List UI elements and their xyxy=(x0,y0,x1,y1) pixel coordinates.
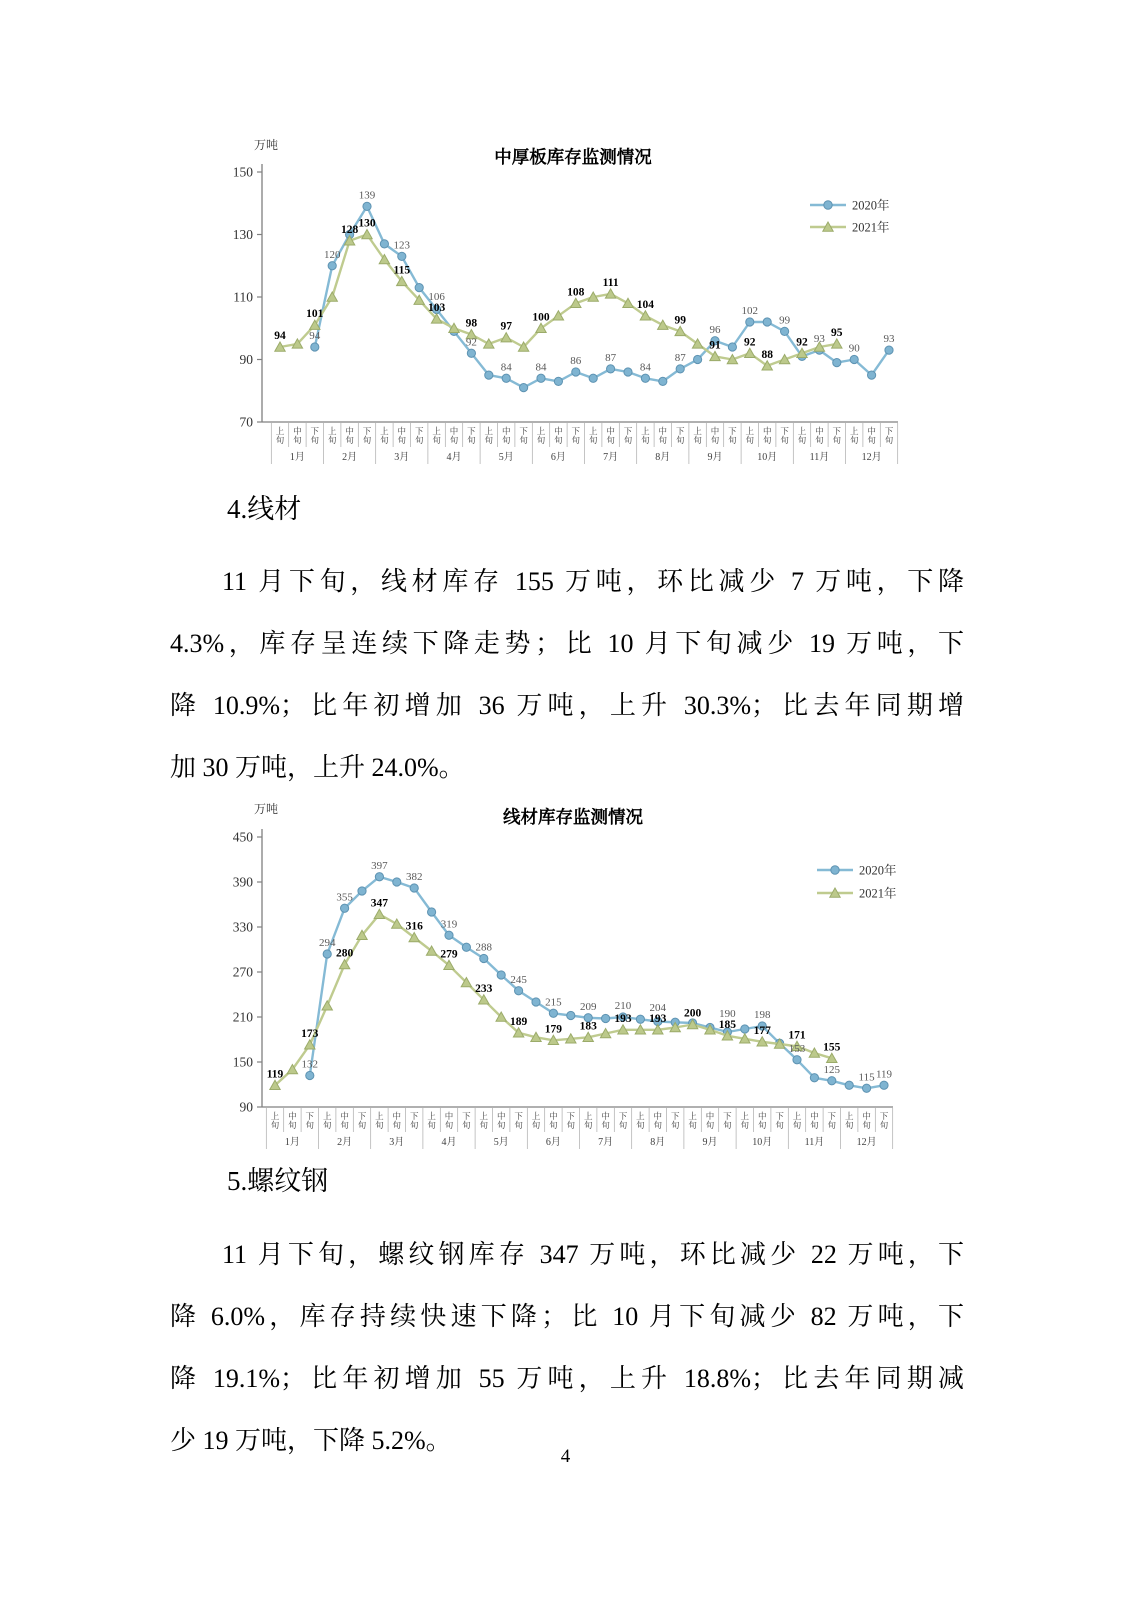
x-period-label: 中旬 xyxy=(444,1111,454,1130)
paragraph-line: 加 30 万吨，上升 24.0%。 xyxy=(170,753,465,782)
data-label: 92 xyxy=(796,336,808,349)
data-label: 101 xyxy=(306,308,324,321)
page-number: 4 xyxy=(560,1446,571,1467)
x-month-label: 1月 xyxy=(289,452,305,463)
x-period-label: 中旬 xyxy=(658,426,668,445)
paragraph-line: 少 19 万吨，下降 5.2%。 xyxy=(170,1426,452,1455)
y-tick-label: 70 xyxy=(239,414,253,430)
data-label: 106 xyxy=(428,290,445,303)
x-period-label: 下旬 xyxy=(310,426,320,445)
x-period-label: 中旬 xyxy=(810,1111,819,1130)
x-period-label: 上旬 xyxy=(745,426,755,445)
data-label: 84 xyxy=(639,361,651,374)
data-label: 153 xyxy=(788,1042,806,1055)
data-label: 355 xyxy=(336,891,353,904)
x-month-label: 9月 xyxy=(707,452,723,463)
data-label: 171 xyxy=(788,1029,806,1042)
data-label: 115 xyxy=(393,264,411,277)
data-label: 347 xyxy=(370,897,389,910)
data-label: 139 xyxy=(358,189,376,202)
x-month-label: 3月 xyxy=(389,1137,405,1148)
x-month-label: 6月 xyxy=(550,452,566,463)
x-month-label: 2月 xyxy=(337,1137,353,1148)
x-month-label: 1月 xyxy=(284,1137,300,1148)
data-label: 84 xyxy=(500,361,512,374)
x-period-label: 上旬 xyxy=(740,1111,750,1130)
x-month-label: 8月 xyxy=(655,452,671,463)
x-month-label: 7月 xyxy=(598,1137,614,1148)
data-label: 102 xyxy=(741,305,759,317)
data-label: 97 xyxy=(500,320,512,333)
data-label: 319 xyxy=(440,918,458,931)
y-tick-label: 90 xyxy=(239,1099,253,1115)
data-label: 87 xyxy=(605,351,617,364)
x-period-label: 中旬 xyxy=(757,1111,767,1130)
legend-label: 2021年 xyxy=(859,886,897,901)
data-label: 103 xyxy=(427,301,446,314)
x-period-label: 下旬 xyxy=(728,426,737,445)
data-label: 88 xyxy=(761,348,773,361)
data-label: 185 xyxy=(718,1018,737,1031)
data-label: 204 xyxy=(649,1001,667,1014)
x-period-label: 上旬 xyxy=(536,426,546,445)
y-tick-label: 390 xyxy=(232,874,253,890)
x-period-label: 下旬 xyxy=(357,1111,367,1130)
x-period-label: 下旬 xyxy=(362,426,372,445)
x-period-label: 中旬 xyxy=(397,426,407,445)
x-period-label: 中旬 xyxy=(710,426,720,445)
x-period-label: 上旬 xyxy=(849,426,859,445)
data-label: 128 xyxy=(340,223,359,236)
x-period-label: 中旬 xyxy=(606,426,615,445)
x-month-label: 6月 xyxy=(545,1137,561,1148)
x-period-label: 上旬 xyxy=(641,426,650,445)
x-period-label: 上旬 xyxy=(588,426,598,445)
y-tick-label: 150 xyxy=(232,1054,253,1070)
x-period-label: 上旬 xyxy=(432,426,441,445)
data-label: 94 xyxy=(309,330,321,342)
x-period-label: 上旬 xyxy=(797,426,807,445)
x-period-label: 下旬 xyxy=(618,1111,628,1130)
x-period-label: 下旬 xyxy=(462,1111,471,1130)
x-period-label: 下旬 xyxy=(519,426,528,445)
data-label: 209 xyxy=(579,1000,597,1013)
paragraph-line: 11 月下旬，螺纹钢库存 347 万吨，环比减少 22 万吨，下 xyxy=(222,1240,964,1269)
data-label: 108 xyxy=(567,286,585,299)
x-period-label: 中旬 xyxy=(496,1111,506,1130)
x-period-label: 中旬 xyxy=(288,1111,297,1130)
x-period-label: 下旬 xyxy=(879,1111,889,1130)
x-period-label: 中旬 xyxy=(501,426,511,445)
data-label: 123 xyxy=(393,239,411,252)
x-period-label: 下旬 xyxy=(571,426,581,445)
y-axis-unit: 万吨 xyxy=(254,802,279,816)
x-period-label: 下旬 xyxy=(623,426,633,445)
paragraph-line: 降 6.0%，库存持续快速下降；比 10 月下旬减少 82 万吨，下 xyxy=(170,1302,964,1331)
x-period-label: 中旬 xyxy=(345,426,354,445)
data-label: 96 xyxy=(709,323,721,336)
x-period-label: 中旬 xyxy=(392,1111,402,1130)
medium-plate-inventory-chart xyxy=(225,123,915,495)
x-period-label: 上旬 xyxy=(636,1111,645,1130)
section-heading-wire-rod: 4.线材 xyxy=(227,494,302,524)
x-period-label: 中旬 xyxy=(762,426,772,445)
data-label: 84 xyxy=(535,361,547,374)
x-period-label: 下旬 xyxy=(780,426,789,445)
rebar-paragraph xyxy=(170,1224,964,1472)
data-label: 198 xyxy=(753,1009,771,1021)
x-month-label: 4月 xyxy=(446,452,462,463)
data-label: 210 xyxy=(614,1000,632,1012)
data-label: 288 xyxy=(475,941,493,954)
x-month-label: 10月 xyxy=(752,1137,773,1148)
data-label: 119 xyxy=(875,1068,893,1081)
x-period-label: 下旬 xyxy=(884,426,894,445)
x-period-label: 上旬 xyxy=(375,1111,384,1130)
section-heading-rebar: 5.螺纹钢 xyxy=(227,1166,329,1196)
x-period-label: 下旬 xyxy=(827,1111,837,1130)
data-label: 98 xyxy=(465,317,478,330)
x-period-label: 上旬 xyxy=(844,1111,854,1130)
data-label: 93 xyxy=(883,333,895,346)
legend-label: 2020年 xyxy=(859,863,897,878)
x-month-label: 11月 xyxy=(809,452,830,463)
x-period-label: 上旬 xyxy=(693,426,702,445)
data-label: 125 xyxy=(823,1063,841,1076)
data-label: 233 xyxy=(475,982,493,995)
x-period-label: 中旬 xyxy=(705,1111,715,1130)
x-period-label: 上旬 xyxy=(380,426,389,445)
x-period-label: 上旬 xyxy=(322,1111,332,1130)
x-period-label: 中旬 xyxy=(340,1111,349,1130)
data-label: 179 xyxy=(544,1023,563,1036)
x-period-label: 下旬 xyxy=(675,426,685,445)
data-label: 280 xyxy=(335,947,354,960)
x-period-label: 中旬 xyxy=(653,1111,663,1130)
y-tick-label: 150 xyxy=(232,164,253,180)
x-period-label: 下旬 xyxy=(832,426,842,445)
x-period-label: 上旬 xyxy=(484,426,494,445)
x-period-label: 中旬 xyxy=(815,426,824,445)
chart-title: 中厚板库存监测情况 xyxy=(494,147,652,167)
data-label: 183 xyxy=(579,1020,597,1033)
chart-svg xyxy=(225,783,915,1155)
x-period-label: 中旬 xyxy=(862,1111,871,1130)
data-label: 193 xyxy=(649,1012,667,1025)
x-period-label: 中旬 xyxy=(449,426,459,445)
x-period-label: 中旬 xyxy=(601,1111,610,1130)
data-label: 130 xyxy=(358,217,376,230)
x-month-label: 4月 xyxy=(441,1137,457,1148)
x-period-label: 下旬 xyxy=(775,1111,784,1130)
data-label: 90 xyxy=(848,342,860,355)
data-label: 193 xyxy=(614,1012,632,1025)
chart-svg xyxy=(225,123,915,471)
data-label: 120 xyxy=(323,248,341,261)
x-period-label: 下旬 xyxy=(514,1111,523,1130)
x-month-label: 11月 xyxy=(804,1137,825,1148)
x-month-label: 9月 xyxy=(702,1137,718,1148)
x-period-label: 上旬 xyxy=(792,1111,802,1130)
data-label: 190 xyxy=(719,1007,736,1020)
data-label: 91 xyxy=(709,339,721,352)
x-period-label: 中旬 xyxy=(554,426,563,445)
x-period-label: 中旬 xyxy=(549,1111,558,1130)
data-label: 99 xyxy=(674,314,686,327)
x-period-label: 上旬 xyxy=(688,1111,697,1130)
x-month-label: 7月 xyxy=(603,452,619,463)
data-label: 111 xyxy=(602,276,619,289)
chart-title: 线材库存监测情况 xyxy=(503,807,643,827)
data-label: 294 xyxy=(318,937,336,949)
y-tick-label: 130 xyxy=(232,227,253,242)
data-label: 177 xyxy=(753,1024,771,1037)
x-month-label: 12月 xyxy=(856,1137,877,1148)
paragraph-line: 降 10.9%；比年初增加 36 万吨，上升 30.3%；比去年同期增 xyxy=(170,691,964,720)
legend-label: 2021年 xyxy=(852,220,890,235)
y-tick-label: 210 xyxy=(232,1009,253,1025)
wire-rod-paragraph xyxy=(170,551,964,799)
x-period-label: 下旬 xyxy=(467,426,476,445)
paragraph-line: 4.3%，库存呈连续下降走势；比 10 月下旬减少 19 万吨，下 xyxy=(170,629,964,658)
y-tick-label: 330 xyxy=(232,919,253,935)
x-period-label: 下旬 xyxy=(723,1111,732,1130)
data-label: 155 xyxy=(823,1041,841,1054)
data-label: 86 xyxy=(570,355,582,367)
x-period-label: 下旬 xyxy=(305,1111,315,1130)
data-label: 245 xyxy=(510,973,527,986)
data-label: 215 xyxy=(545,996,562,1009)
data-label: 279 xyxy=(440,948,458,961)
wire-rod-inventory-chart xyxy=(225,783,915,1155)
x-month-label: 3月 xyxy=(394,452,410,463)
data-label: 94 xyxy=(274,330,286,342)
x-period-label: 下旬 xyxy=(414,426,424,445)
paragraph-line: 降 19.1%；比年初增加 55 万吨，上升 18.8%；比去年同期减 xyxy=(170,1364,964,1393)
data-label: 93 xyxy=(813,333,825,346)
data-label: 397 xyxy=(371,859,388,872)
y-tick-label: 110 xyxy=(233,289,253,305)
data-label: 100 xyxy=(532,311,550,324)
data-label: 316 xyxy=(405,920,423,933)
x-period-label: 上旬 xyxy=(275,426,285,445)
data-label: 92 xyxy=(744,336,756,349)
data-label: 104 xyxy=(636,298,655,311)
data-label: 95 xyxy=(831,326,843,339)
x-period-label: 上旬 xyxy=(479,1111,489,1130)
y-axis-unit: 万吨 xyxy=(254,138,279,152)
data-label: 92 xyxy=(465,336,477,349)
x-period-label: 中旬 xyxy=(867,426,876,445)
x-period-label: 上旬 xyxy=(327,426,337,445)
x-period-label: 下旬 xyxy=(670,1111,680,1130)
legend-label: 2020年 xyxy=(852,198,890,213)
x-period-label: 中旬 xyxy=(293,426,302,445)
x-month-label: 2月 xyxy=(342,452,358,463)
x-period-label: 上旬 xyxy=(427,1111,436,1130)
x-month-label: 8月 xyxy=(650,1137,666,1148)
y-tick-label: 90 xyxy=(239,352,253,367)
x-period-label: 上旬 xyxy=(583,1111,593,1130)
y-tick-label: 270 xyxy=(232,964,253,980)
data-label: 200 xyxy=(683,1007,702,1020)
data-label: 173 xyxy=(301,1027,319,1040)
x-period-label: 下旬 xyxy=(566,1111,576,1130)
data-label: 115 xyxy=(858,1071,875,1084)
data-label: 132 xyxy=(301,1058,319,1071)
y-tick-label: 450 xyxy=(232,829,253,845)
data-label: 119 xyxy=(266,1068,284,1081)
data-label: 87 xyxy=(674,351,686,364)
x-month-label: 10月 xyxy=(757,452,778,463)
x-period-label: 上旬 xyxy=(270,1111,280,1130)
x-period-label: 上旬 xyxy=(531,1111,541,1130)
data-label: 189 xyxy=(509,1015,528,1028)
data-label: 99 xyxy=(779,314,791,327)
data-label: 382 xyxy=(405,871,423,883)
x-month-label: 12月 xyxy=(861,452,882,463)
x-month-label: 5月 xyxy=(498,452,514,463)
x-month-label: 5月 xyxy=(493,1137,509,1148)
x-period-label: 下旬 xyxy=(409,1111,419,1130)
paragraph-line: 11 月下旬，线材库存 155 万吨，环比减少 7 万吨，下降 xyxy=(222,567,964,596)
